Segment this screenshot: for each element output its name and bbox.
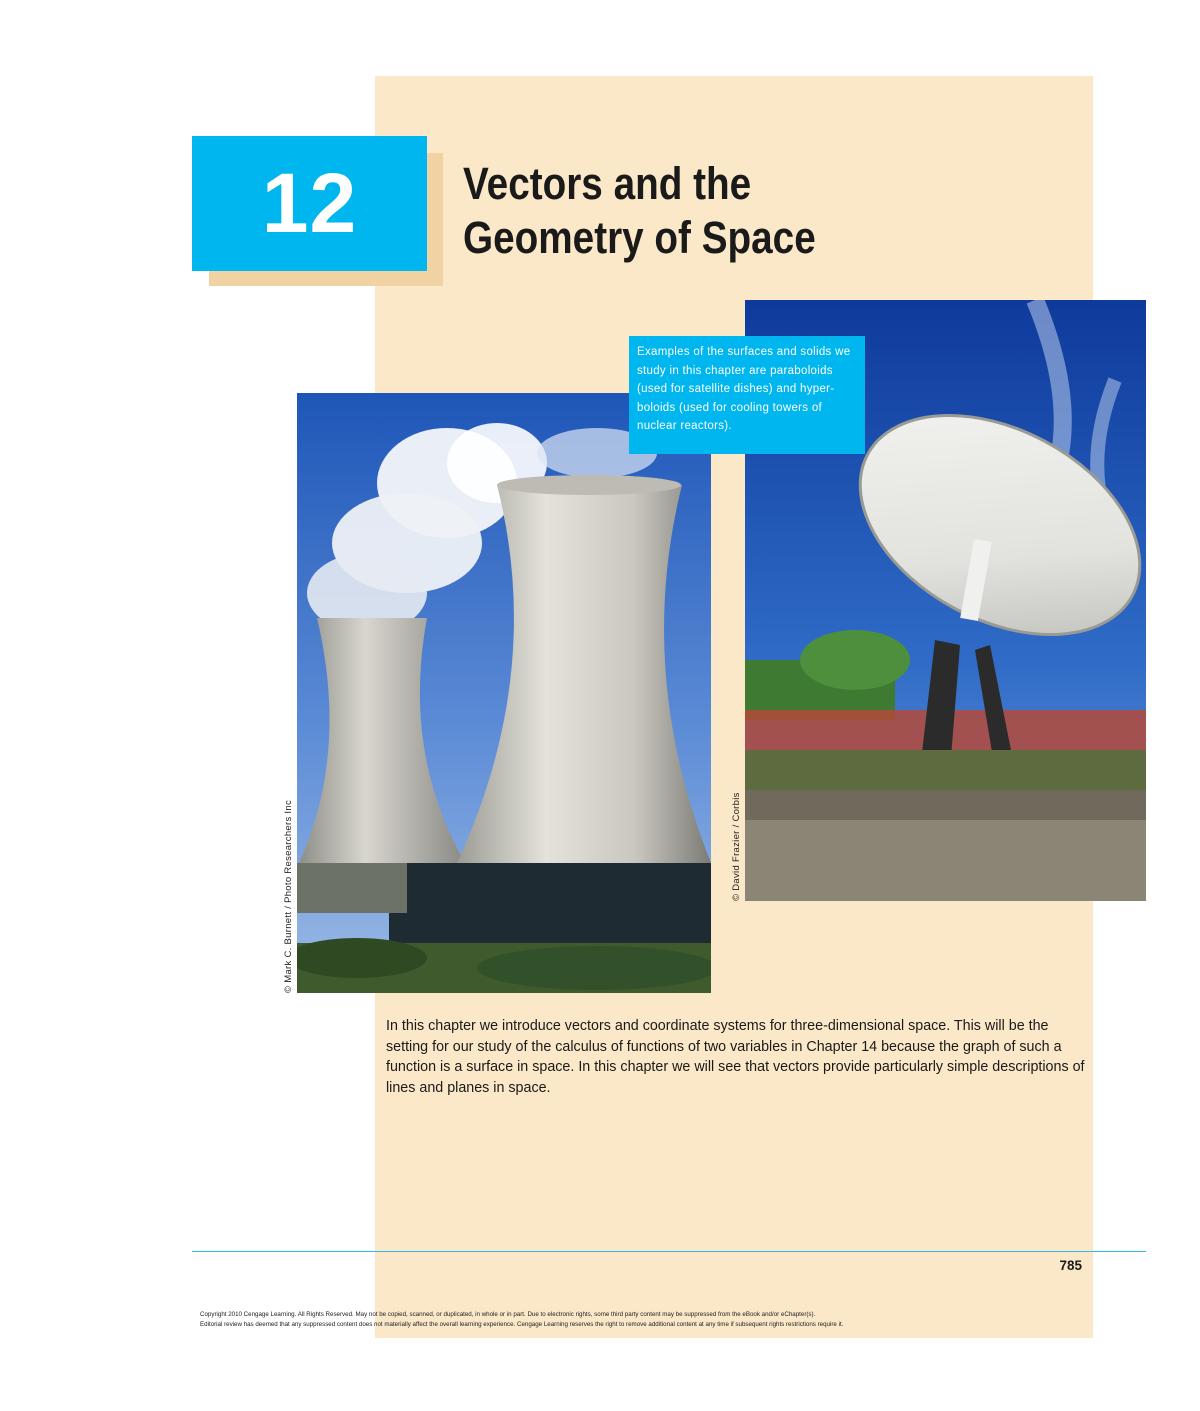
copyright-line-2: Editorial review has deemed that any suppressed content does not materially affect the overall learning experience. Cengage Learning reserves the right to remove additional content at any time if subsequent rights restrictions require it. — [200, 1321, 844, 1328]
photo-caption — [629, 336, 865, 454]
chapter-title — [463, 157, 816, 265]
copyright-notice — [200, 1310, 1140, 1330]
page-number: 785 — [1059, 1258, 1082, 1273]
left-photo-credit: © Mark C. Burnett / Photo Researchers Inc — [283, 799, 294, 993]
chapter-number: 12 — [261, 156, 358, 250]
cooling-towers-photo — [297, 393, 711, 993]
right-photo-credit: © David Frazier / Corbis — [731, 792, 742, 901]
chapter-title-line-2: Geometry of Space — [463, 212, 816, 263]
chapter-title-line-1: Vectors and the — [463, 158, 752, 209]
chapter-number-box — [192, 136, 427, 271]
chapter-introduction: In this chapter we introduce vectors and coordinate systems for three-dimensional space. This will be the setting for our study of the calculus of functions of two variables in Chapter 14 because the graph of such a function is a surface in space. In this chapter we will see that vectors provide particularly simple descriptions of lines and planes in space. — [386, 1018, 1085, 1096]
copyright-line-1: Copyright 2010 Cengage Learning. All Rights Reserved. May not be copied, scanned, or duplicated, in whole or in part. Due to electronic rights, some third party content may be suppressed from the eBook and/or eChapter(s). — [200, 1311, 816, 1318]
footer-rule — [192, 1251, 1146, 1252]
photo-caption-text: Examples of the surfaces and solids we study in this chapter are paraboloids (used for satellite dishes) and hyper-boloids (used for cooling towers of nuclear reactors). — [637, 346, 851, 432]
